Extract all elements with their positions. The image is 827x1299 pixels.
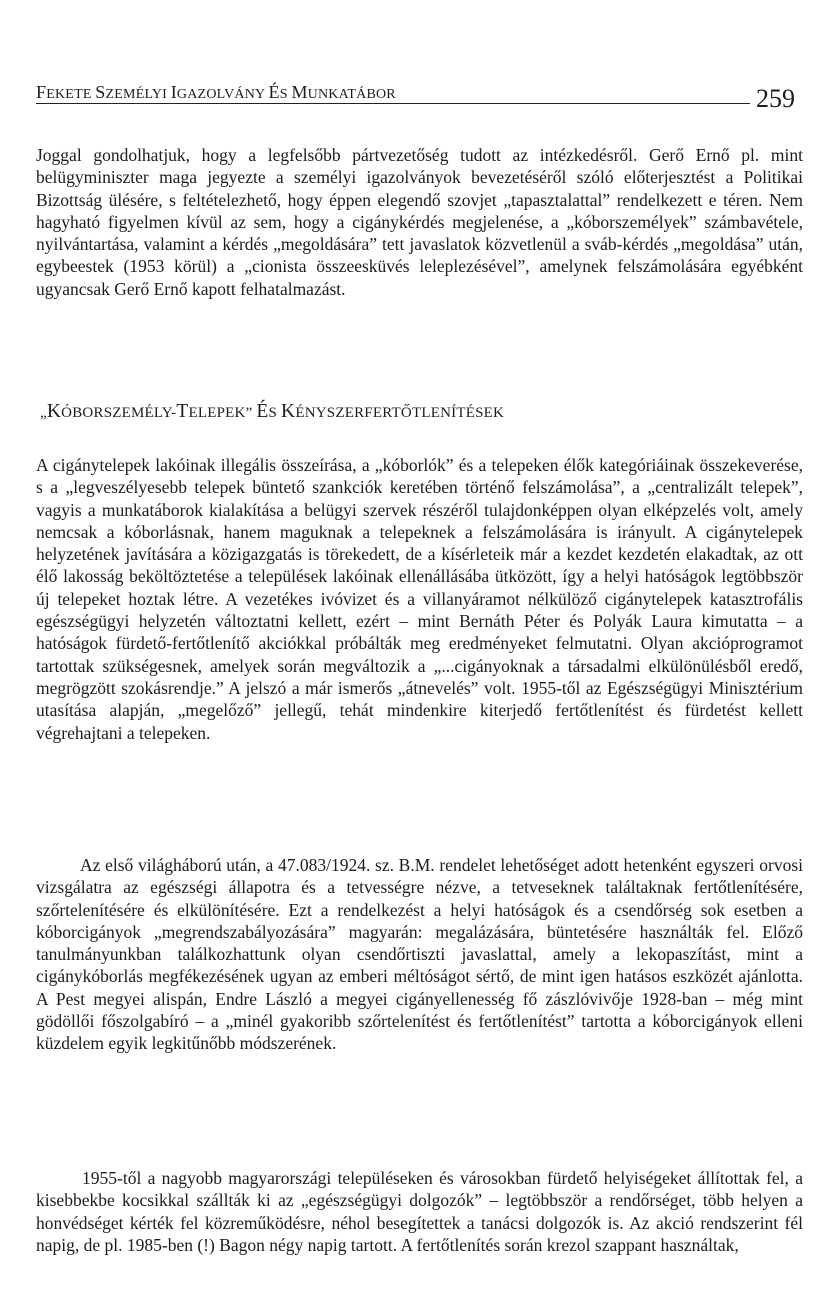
section-heading: „KÓBORSZEMÉLY-TELEPEK” ÉS KÉNYSZERFERTŐTLENÍTÉSEK	[40, 401, 505, 422]
page-number: 259	[756, 84, 795, 113]
paragraph-2: A cigánytelepek lakóinak illegális összeírása, a „kóborlók” és a telepeken élők kategóriáinak összekeverése, s a „legveszélyesebb telepek büntető szankciók keretében történő felszámolása”, a „centralizált telepek”, vagyis a munkatáborok kialakítása a belügyi szervek részéről tulajdonképpen olyan elképzelés volt, amely nemcsak a kóborlásnak, hanem maguknak a telepeknek a felszámolására is irányult. A cigánytelepek helyzetének javítására a közigazgatás is törekedett, de a kísérleteik már a kezdet kezdetén elakadtak, az ott élő lakosság beköltöztetése a települések lakóinak ellenállásába ütközött, így a helyi hatóságok legtöbbször új telepeket hoztak létre. A vezetékes ivóvizet és a villanyáramot nélkülöző cigánytelepek katasztrofális egészségügyi helyzetén változtatni kellett, ezért – mint Bernáth Péter és Polyák Laura kimutatta – a hatóságok fürdető-fertőtlenítő akciókkal próbálták meg eredményeket felmutatni. Olyan akcióprogramot tartottak szükségesnek, amelyek során megváltozik a „...cigányoknak a társadalmi elkülönülésből eredő, megrögzött szokásrendje.” A jelszó a már ismerős „átnevelés” volt. 1955-től az Egészségügyi Minisztérium utasítása alapján, „megelőző” jellegű, tehát mindenkire kiterjedő fertőtlenítést és fürdetést kellett végrehajtani a telepeken.	[36, 455, 803, 743]
paragraph-1: Joggal gondolhatjuk, hogy a legfelsőbb pártvezetőség tudott az intézkedésről. Gerő Ernő pl. mint belügyminiszter maga jegyezte a személyi igazolványok bevezetéséről szóló előterjesztést a Politikai Bizottság ülésére, s feltételezhető, hogy éppen elegendő szovjet „tapasztalattal” rendelkezett e téren. Nem hagyható figyelmen kívül az sem, hogy a cigánykérdés megjelenése, a „kóborszemélyek” számbavétele, nyilvántartása, valamint a kérdés „megoldására” tett javaslatok közvetlenül a sváb-kérdés „megoldása” után, egybeestek (1953 körül) a „cionista összeesküvés leleplezésével”, amelynek felszámolására egyébként ugyancsak Gerő Ernő kapott felhatalmazást.	[36, 145, 803, 299]
paragraph-4: 1955-től a nagyobb magyarországi településeken és városokban fürdető helyiségeket állítottak fel, a kisebbekbe kocsikkal szállták ki az „egészségügyi dolgozók” – legtöbbször a rendőrséget, több helyen a honvédséget kérték fel közreműködésre, néhol besegítettek a tanácsi dolgozók is. Az akció rendszerint fél napig, de pl. 1985-ben (!) Bagon négy napig tartott. A fertőtlenítés során krezol szappant használtak,	[36, 1168, 803, 1255]
paragraph-3: Az első világháború után, a 47.083/1924. sz. B.M. rendelet lehetőséget adott hetenként egyszeri orvosi vizsgálatra az egészségi állapotra és a tetvességre nézve, a tetveseknek találtaknak fertőtlenítésére, szőrtelenítésére és elkülönítésére. Ezt a rendelkezést a helyi hatóságok és a csendőrség sok esetben a kóborcigányok „megrendszabályozására” magyarán: megalázására, büntetésére használták fel. Előző tanulmányunkban találkozhattunk olyan csendőrtiszti javaslattal, amely a lekopaszítást, mint a cigánykóborlás megfékezésének ugyan az emberi méltóságot sértő, de mint igen hatásos eszközét ajánlotta. A Pest megyei alispán, Endre László a megyei cigányellenesség fő zászlóvivője 1928-ban – még mint gödöllői főszolgabíró – a „minél gyakoribb szőrtelenítést és fertőtlenítést” tartotta a kóborcigányok elleni küzdelem egyik legkitűnőbb módszerének.	[36, 855, 803, 1054]
running-head: FEKETE SZEMÉLYI IGAZOLVÁNY ÉS MUNKATÁBOR	[36, 82, 396, 102]
header-rule	[36, 103, 750, 104]
